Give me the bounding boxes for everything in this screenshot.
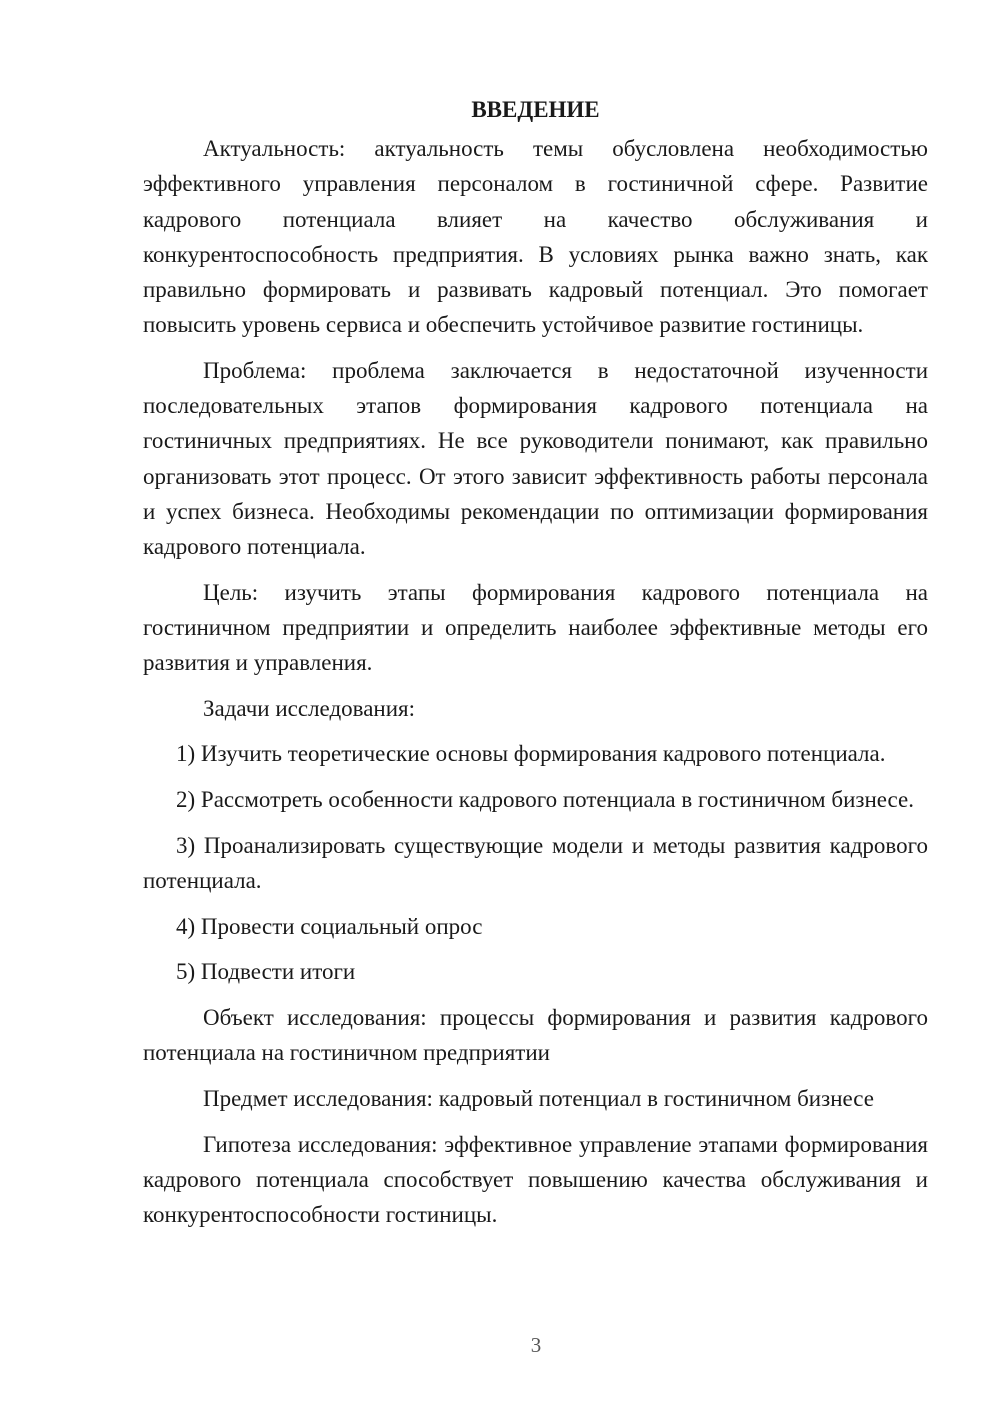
task-item-1: 1) Изучить теоретические основы формирования кадрового потенциала. [176, 741, 886, 767]
task-item-3: 3) Проанализировать существующие модели и методы развития кадрового потенциала. [143, 832, 928, 894]
paragraph-goal: Цель: изучить этапы формирования кадрового потенциала на гостиничном предприятии и определить наиболее эффективные методы его развития и управления. [143, 579, 928, 676]
paragraph-problem: Проблема: проблема заключается в недостаточной изученности последовательных этапов формирования кадрового потенциала на гостиничных предприятиях. Не все руководители понимают, как правильно организовать этот процесс. От этого зависит эффективность работы персонала и успех бизнеса. Необходимы рекомендации по оптимизации формирования кадрового потенциала. [143, 357, 928, 559]
paragraph-tasks-heading: Задачи исследования: [203, 695, 416, 721]
paragraph-object: Объект исследования: процессы формирования и развития кадрового потенциала на гостиничном предприятии [143, 1005, 928, 1066]
task-item-4: 4) Провести социальный опрос [176, 913, 483, 939]
paragraph-subject: Предмет исследования: кадровый потенциал в гостиничном бизнесе [203, 1086, 874, 1112]
paragraph-relevance: Актуальность: актуальность темы обусловлена необходимостью эффективного управления персоналом в гостиничной сфере. Развитие кадрового потенциала влияет на качество обслуживания и конкурентоспособность предприятия. В условиях рынка важно знать, как правильно формировать и развивать кадровый потенциал. Это помогает повысить уровень сервиса и обеспечить устойчивое развитие гостиницы. [143, 136, 928, 338]
page-number: 3 [530, 1333, 542, 1357]
section-title: ВВЕДЕНИЕ [471, 97, 600, 122]
paragraph-hypothesis: Гипотеза исследования: эффективное управление этапами формирования кадрового потенциала способствует повышению качества обслуживания и конкурентоспособности гостиницы. [143, 1131, 928, 1228]
document-page [143, 92, 928, 1243]
task-item-2: 2) Рассмотреть особенности кадрового потенциала в гостиничном бизнесе. [176, 787, 914, 813]
task-item-5: 5) Подвести итоги [176, 959, 356, 985]
